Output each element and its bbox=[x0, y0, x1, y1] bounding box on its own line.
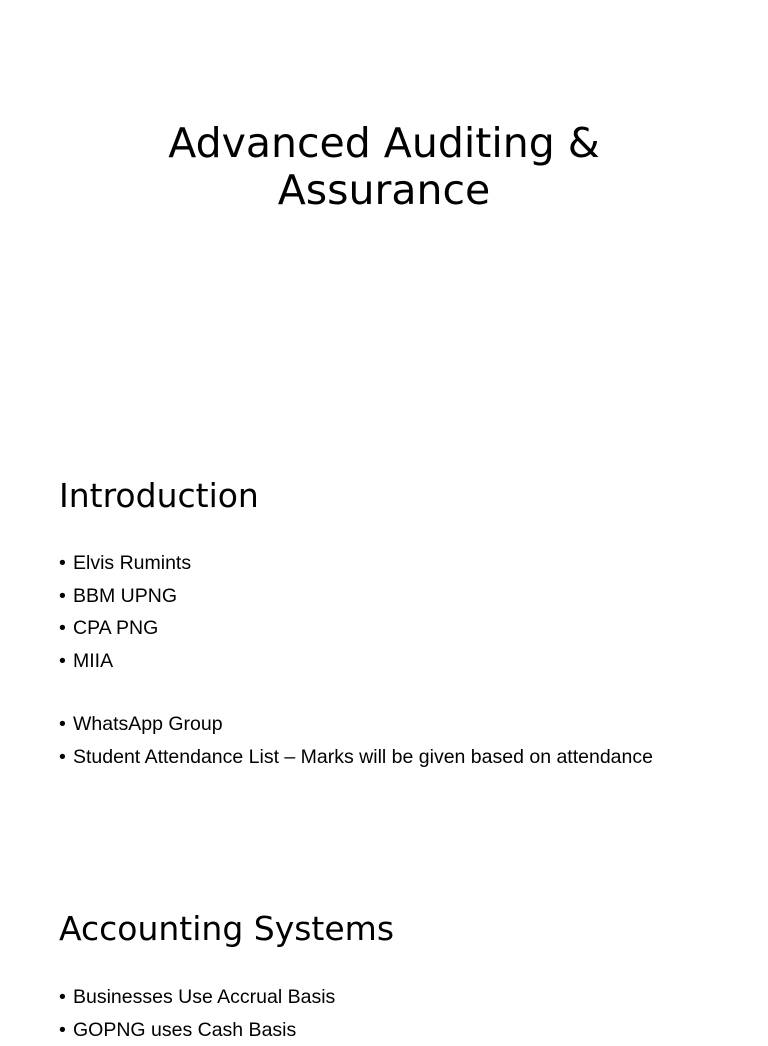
list-item bbox=[59, 580, 653, 613]
bullet-list bbox=[59, 547, 653, 773]
list-item-text: BBM UPNG bbox=[73, 585, 177, 607]
list-item-text: WhatsApp Group bbox=[73, 713, 223, 735]
list-item-text: GOPNG uses Cash Basis bbox=[73, 1019, 296, 1041]
list-item-text: Elvis Rumints bbox=[73, 552, 191, 574]
list-item bbox=[59, 981, 335, 1014]
bullet-icon: • bbox=[59, 708, 73, 741]
slide-introduction bbox=[0, 432, 768, 866]
bullet-icon: • bbox=[59, 1014, 73, 1046]
list-item-text: Businesses Use Accrual Basis bbox=[73, 986, 335, 1008]
presentation-title bbox=[0, 120, 768, 214]
bullet-icon: • bbox=[59, 981, 73, 1014]
bullet-icon: • bbox=[59, 612, 73, 645]
list-item bbox=[59, 1014, 335, 1046]
slide-title bbox=[0, 0, 768, 432]
list-item-text: Student Attendance List – Marks will be given based on attendance bbox=[73, 746, 653, 768]
slide-heading: Introduction bbox=[59, 476, 259, 516]
title-line-1: Advanced Auditing & bbox=[168, 119, 599, 167]
bullet-icon: • bbox=[59, 580, 73, 613]
list-item-text: MIIA bbox=[73, 650, 113, 672]
list-item bbox=[59, 708, 653, 741]
list-spacer bbox=[59, 677, 653, 708]
list-item bbox=[59, 547, 653, 580]
list-item bbox=[59, 645, 653, 678]
bullet-icon: • bbox=[59, 547, 73, 580]
slide-heading: Accounting Systems bbox=[59, 909, 394, 949]
slide-accounting-systems bbox=[0, 866, 768, 1024]
title-line-2: Assurance bbox=[278, 166, 491, 214]
list-item bbox=[59, 741, 653, 774]
list-item-text: CPA PNG bbox=[73, 617, 158, 639]
list-item bbox=[59, 612, 653, 645]
bullet-icon: • bbox=[59, 741, 73, 774]
bullet-list bbox=[59, 981, 335, 1046]
bullet-icon: • bbox=[59, 645, 73, 678]
